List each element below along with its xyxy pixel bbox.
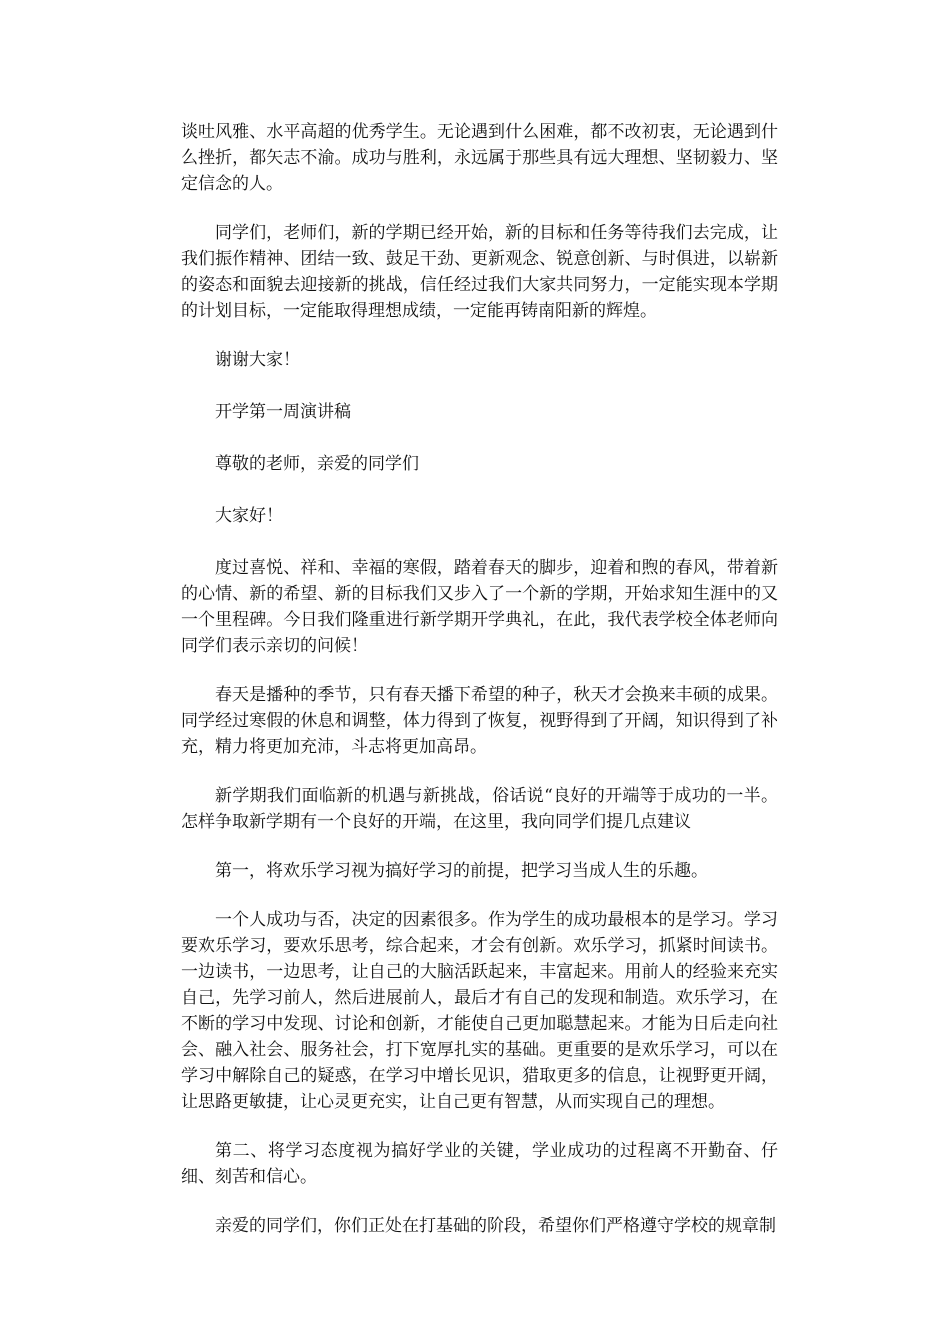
speech-title: 开学第一周演讲稿: [215, 402, 351, 422]
paragraph-new-term: 新学期我们面临新的机遇与新挑战，俗话说“良好的开端等于成功的一半。怎样争取新学期有一个良好的开端，在这里，我向同学们提几点建议: [181, 786, 778, 832]
greeting: 大家好！: [215, 506, 283, 526]
paragraph-point-one: 第一，将欢乐学习视为搞好学习的前提，把学习当成人生的乐趣。: [215, 861, 708, 881]
paragraph-spring: 春天是播种的季节，只有春天播下希望的种子，秋天才会换来丰硕的成果。同学经过寒假的休息和调整，体力得到了恢复，视野得到了开阔，知识得到了补充，精力将更加充沛，斗志将更加高昂。: [181, 685, 778, 757]
salutation: 尊敬的老师，亲爱的同学们: [215, 454, 419, 474]
paragraph-opening: 度过喜悦、祥和、幸福的寒假，踏着春天的脚步，迎着和煦的春风，带着新的心情、新的希望、新的目标我们又步入了一个新的学期，开始求知生涯中的又一个里程碑。今日我们隆重进行新学期开学典礼，在此，我代表学校全体老师向同学们表示亲切的问候！: [181, 558, 778, 656]
paragraph-continuation: 谈吐风雅、水平高超的优秀学生。无论遇到什么困难，都不改初衷，无论遇到什么挫折，都矢志不渝。成功与胜利，永远属于那些具有远大理想、坚韧毅力、坚定信念的人。: [181, 122, 778, 194]
paragraph-closing-call: 同学们，老师们，新的学期已经开始，新的目标和任务等待我们去完成，让我们振作精神、团结一致、鼓足干劲、更新观念、锐意创新、与时俱进，以崭新的姿态和面貌去迎接新的挑战，信任经过我们大家共同努力，一定能实现本学期的计划目标，一定能取得理想成绩，一定能再铸南阳新的辉煌。: [181, 223, 778, 321]
paragraph-final: 亲爱的同学们，你们正处在打基础的阶段，希望你们严格遵守学校的规章制: [215, 1216, 776, 1236]
document-body: [181, 119, 778, 1262]
paragraph-thanks: 谢谢大家！: [215, 350, 300, 370]
paragraph-happy-learning: 一个人成功与否，决定的因素很多。作为学生的成功最根本的是学习。学习要欢乐学习，要欢乐思考，综合起来，才会有创新。欢乐学习，抓紧时间读书。一边读书，一边思考，让自己的大脑活跃起来，丰富起来。用前人的经验来充实自己，先学习前人，然后进展前人，最后才有自己的发现和制造。欢乐学习，在不断的学习中发现、讨论和创新，才能使自己更加聪慧起来。才能为日后走向社会、融入社会、服务社会，打下宽厚扎实的基础。更重要的是欢乐学习，可以在学习中解除自己的疑惑，在学习中增长见识，猎取更多的信息，让视野更开阔，让思路更敏捷，让心灵更充实，让自己更有智慧，从而实现自己的理想。: [181, 910, 778, 1112]
paragraph-point-two: 第二、将学习态度视为搞好学业的关键，学业成功的过程离不开勤奋、仔细、刻苦和信心。: [181, 1141, 778, 1187]
